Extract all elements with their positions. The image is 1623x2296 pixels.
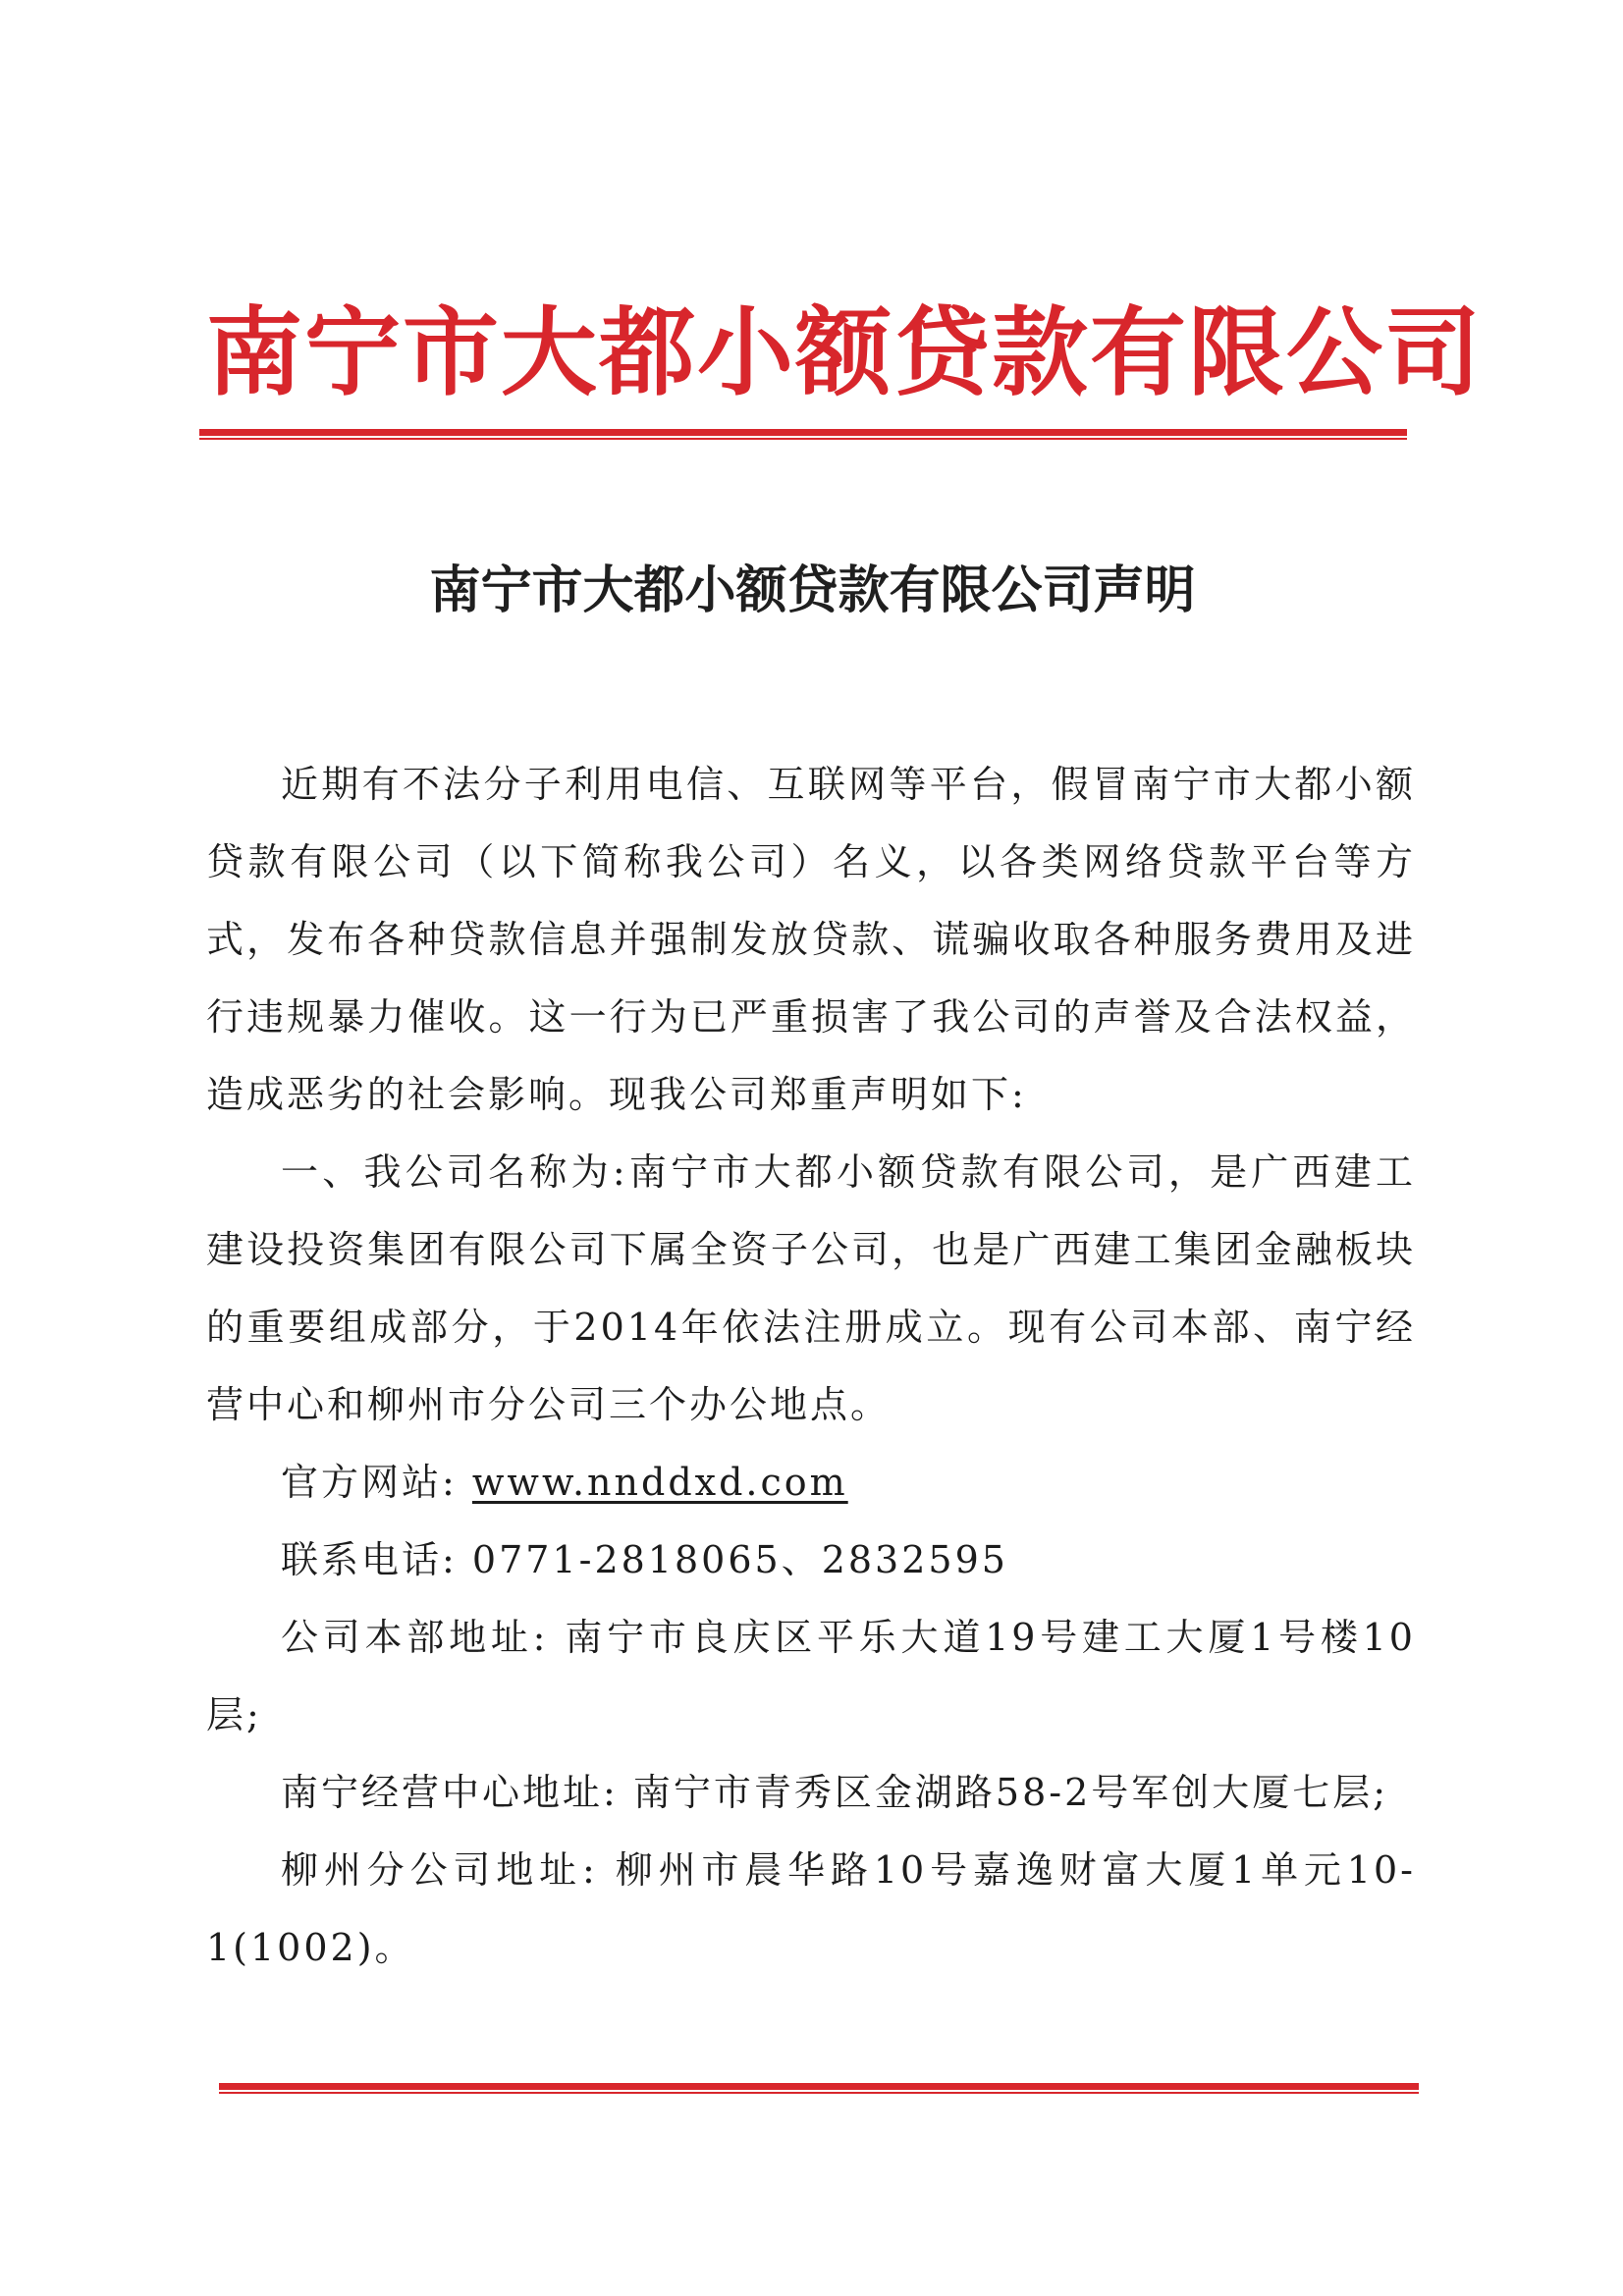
nanning-address-line (206, 1754, 1416, 1832)
footer-red-rule (219, 2083, 1419, 2095)
letterhead-red-rule (199, 429, 1407, 441)
hq-address-value: 南宁市良庆区平乐大道19号建工大厦1号楼10层; (206, 1616, 1416, 1736)
website-link[interactable]: www.nnddxd.com (471, 1461, 848, 1504)
document-title: 南宁市大都小额贷款有限公司声明 (429, 561, 1196, 620)
liuzhou-address-label: 柳州分公司地址: (281, 1848, 598, 1892)
website-line (206, 1444, 1416, 1522)
intro-paragraph: 近期有不法分子利用电信、互联网等平台，假冒南宁市大都小额贷款有限公司（以下简称我公司）名义，以各类网络贷款平台等方式，发布各种贷款信息并强制发放贷款、谎骗收取各种服务费用及进行违规暴力催收。这一行为已严重损害了我公司的声誉及合法权益，造成恶劣的社会影响。现我公司郑重声明如下: (206, 763, 1416, 1116)
nanning-address-label: 南宁经营中心地址: (281, 1771, 619, 1814)
website-label: 官方网站: (281, 1461, 458, 1504)
liuzhou-address-value: 柳州市晨华路10号嘉逸财富大厦1单元10-1(1002)。 (206, 1848, 1416, 1969)
nanning-address-value: 南宁市青秀区金湖路58-2号军创大厦七层; (632, 1771, 1389, 1814)
hq-address-label: 公司本部地址: (281, 1616, 549, 1659)
phone-label: 联系电话: (281, 1538, 458, 1581)
point-one-paragraph: 一、我公司名称为:南宁市大都小额贷款有限公司，是广西建工建设投资集团有限公司下属全资子公司，也是广西建工集团金融板块的重要组成部分，于2014年依法注册成立。现有公司本部、南宁经营中心和柳州市分公司三个办公地点。 (206, 1150, 1416, 1426)
hq-address-line (206, 1599, 1416, 1754)
liuzhou-address-line (206, 1832, 1416, 1987)
phone-value: 0771-2818065、2832595 (471, 1538, 1008, 1581)
letterhead-company-name: 南宁市大都小额贷款有限公司 (206, 296, 1484, 409)
document-body (206, 746, 1416, 1987)
phone-line (206, 1522, 1416, 1599)
